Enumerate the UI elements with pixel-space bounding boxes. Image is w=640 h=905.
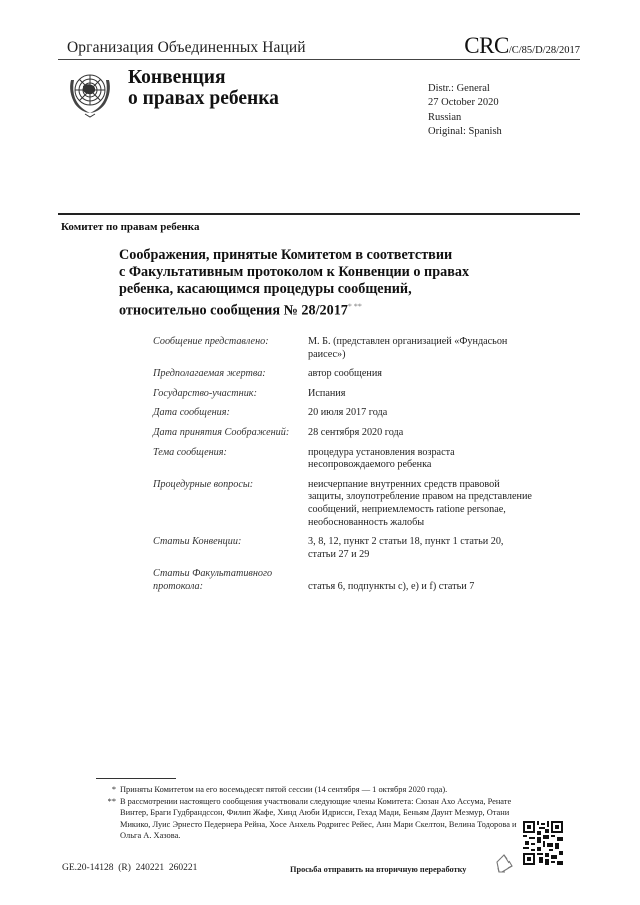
un-emblem-icon [65, 66, 115, 118]
convention-title [128, 68, 279, 109]
header-rule [58, 59, 580, 60]
metadata-value: автор сообщения [308, 368, 382, 380]
metadata-row [153, 336, 533, 361]
organization-name: Организация Объединенных Наций [67, 39, 306, 56]
recycle-icon [493, 853, 515, 875]
metadata-value: неисчерпание внутренних средств правовой защиты, злоупотребление правом на представление сообщений, неприемлемость ratione personae, необоснованность жалобы [308, 478, 532, 528]
document-symbol [464, 33, 580, 59]
distribution-language: Russian [428, 111, 462, 123]
section-rule [58, 213, 580, 215]
metadata-value: процедура установления возраста несопровождаемого ребенка [308, 446, 455, 471]
distribution-block [428, 82, 502, 140]
title-line: относительно сообщения № 28/2017* ** [119, 302, 362, 319]
metadata-label: Сообщение представлено: [153, 336, 269, 347]
footnote-mark: ** [107, 796, 116, 806]
metadata-row [153, 447, 533, 472]
metadata-row [153, 368, 533, 381]
title-line: Соображения, принятые Комитетом в соответствии [119, 247, 453, 263]
title-line: с Факультативным протоколом к Конвенции о правах [119, 264, 470, 280]
footnotes [96, 784, 536, 842]
convention-title-line2: о правах ребенка [128, 87, 279, 109]
metadata-label: Дата сообщения: [153, 407, 230, 419]
metadata-row [153, 568, 533, 593]
metadata-value: 20 июля 2017 года [308, 407, 388, 419]
convention-title-line1: Конвенция [128, 67, 226, 88]
distribution-type: Distr.: General [428, 83, 490, 94]
distribution-original: Original: Spanish [428, 126, 502, 138]
committee-name: Комитет по правам ребенка [61, 221, 200, 233]
metadata-label: Статьи Факультативного протокола: [153, 568, 273, 592]
metadata-label: Дата принятия Соображений: [153, 426, 290, 438]
distribution-date: 27 October 2020 [428, 97, 499, 109]
footnote [96, 796, 536, 842]
qr-code-icon [523, 821, 563, 865]
symbol-main: CRC [464, 33, 509, 58]
metadata-value: 3, 8, 12, пункт 2 статьи 18, пункт 1 статьи 20, статьи 27 и 29 [308, 536, 504, 560]
symbol-suffix: /C/85/D/28/2017 [508, 45, 580, 56]
views-title [119, 247, 519, 320]
communication-metadata [153, 336, 533, 601]
metadata-row [153, 427, 533, 440]
metadata-value: 28 сентября 2020 года [308, 426, 404, 438]
metadata-label: Государство-участник: [153, 387, 257, 399]
metadata-value: статья 6, подпункты c), e) и f) статьи 7 [308, 580, 475, 592]
metadata-label: Процедурные вопросы: [153, 478, 254, 490]
metadata-row [153, 536, 533, 561]
footnote-marks[interactable]: * ** [347, 302, 362, 311]
metadata-value: Испания [308, 387, 346, 399]
title-line: ребенка, касающимся процедуры сообщений, [119, 281, 412, 297]
metadata-row [153, 388, 533, 401]
footnote-text: Приняты Комитетом на его восемьдесят пятой сессии (14 сентября — 1 октября 2020 года). [120, 785, 448, 794]
metadata-row [153, 407, 533, 420]
metadata-row [153, 479, 533, 529]
metadata-label: Тема сообщения: [153, 446, 227, 458]
footnote-text: В рассмотрении настоящего сообщения участвовали следующие члены Комитета: Сюзан Ахо Ассума, Ренате Винтер, Браги Гудбрандссон, Филип Жафе, Хинд Аюби Идрисси, Гехад Мади, Беньям Даунт Мезмур, Отани Микико, Луис Эрнесто Педернера Рейна, Хосе Анхель Родригес Рейес, Анн Мари Скелтон, Велина Тодорова и Ольга А. Хазова. [120, 796, 517, 840]
recycle-notice: Просьба отправить на вторичную переработку [290, 865, 467, 874]
metadata-label: Статьи Конвенции: [153, 536, 242, 548]
footnote-mark: * [111, 785, 116, 794]
footnote [96, 784, 536, 796]
metadata-label: Предполагаемая жертва: [153, 368, 266, 380]
metadata-value: М. Б. (представлен организацией «Фундасьон раисес») [308, 336, 508, 360]
footnote-rule [96, 778, 176, 779]
document-number: GE.20-14128 (R) 240221 260221 [62, 863, 198, 873]
